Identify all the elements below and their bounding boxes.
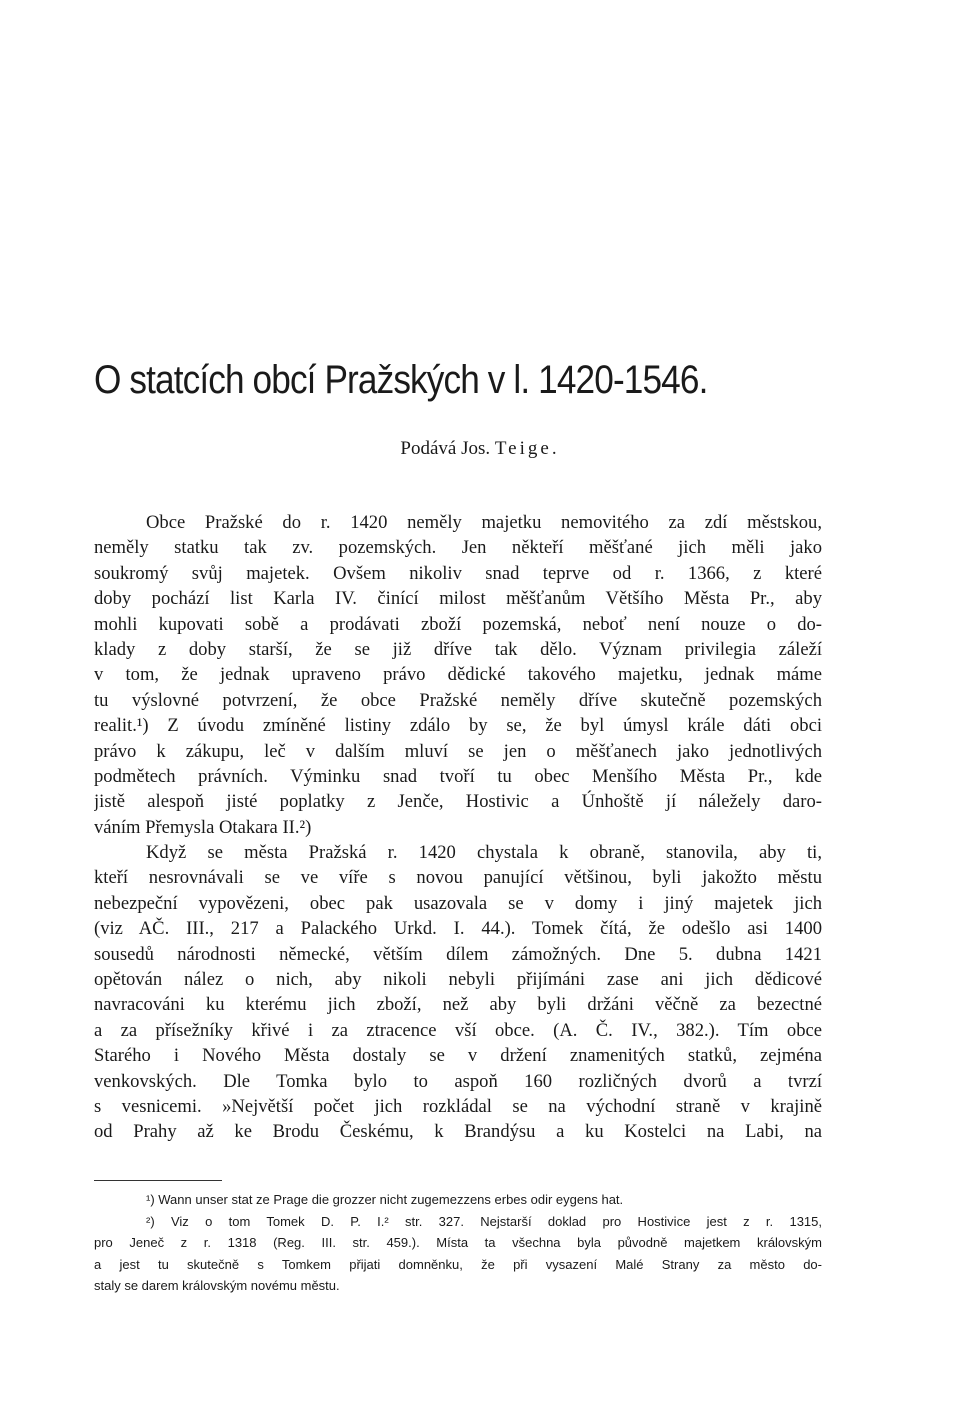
- body-line: právo k zákupu, leč v dalším mluví se jen o měšťanech jako jednotlivých: [94, 740, 822, 762]
- article-title: O statcích obcí Pražských v l. 1420-1546.: [94, 358, 708, 402]
- body-line: soukromý svůj majetek. Ovšem nikoliv snad teprve od r. 1366, z které: [94, 562, 822, 584]
- body-line: Když se města Pražská r. 1420 chystala k obraně, stanovila, aby ti,: [146, 842, 822, 864]
- body-line: navracováni ku kterému jich zboží, než aby byli držáni věčně za bezectné: [94, 994, 822, 1016]
- body-line: neměly statku tak zv. pozemských. Jen někteří měšťané jich měli jako: [94, 537, 822, 559]
- author-name: Teige.: [494, 438, 560, 459]
- body-line: sousedů národnosti německé, větším dílem zámožných. Dne 5. dubna 1421: [94, 943, 822, 965]
- footnote-line: pro Jeneč z r. 1318 (Reg. III. str. 459.). Místa ta všechna byla původně majetkem královským: [94, 1235, 822, 1250]
- body-line: mohli kupovati sobě a prodávati zboží pozemská, neboť není nouze o do-: [94, 613, 822, 635]
- body-line: s vesnicemi. »Největší počet jich rozkládal se na východní straně v krajině: [94, 1095, 822, 1117]
- body-line: kteří nesrovnávali se ve víře s novou panující většinou, byli jakožto městu: [94, 867, 822, 889]
- article-body: [94, 510, 822, 1145]
- footnote-line: ¹) Wann unser stat ze Prage die grozzer nicht zugemezzens erbes odir eygens hat.: [146, 1192, 624, 1207]
- body-line: Obce Pražské do r. 1420 neměly majetku nemovitého za zdí městskou,: [146, 512, 822, 533]
- footnote-divider: [94, 1180, 222, 1181]
- body-line: podmětech právních. Výminku snad tvoří tu obec Menšího Města Pr., kde: [94, 765, 822, 787]
- footnotes: [94, 1189, 822, 1297]
- body-line: klady z doby starší, že se již dříve tak dělo. Význam privilegia záleží: [94, 638, 822, 660]
- body-line: venkovských. Dle Tomka bylo to aspoň 160 rozličných dvorů a tvrzí: [94, 1070, 822, 1092]
- body-line: opětován nález o nich, aby nikoli nebyli přijímáni zase ani jich dědicové: [94, 969, 822, 991]
- body-line: Starého i Nového Města dostaly se v držení znamenitých statků, zejména: [94, 1045, 822, 1067]
- footnote-line: staly se darem královským novému městu.: [94, 1278, 340, 1293]
- body-line: a za přísežníky křivé i za ztracence vší obce. (A. Č. IV., 382.). Tím obce: [94, 1019, 822, 1041]
- body-line: doby pochází list Karla IV. činící milost měšťanům Většího Města Pr., aby: [94, 588, 822, 610]
- footnote-line: a jest tu skutečně s Tomkem přijati domněnku, že při vysazení Malé Strany za město do-: [94, 1256, 822, 1272]
- body-line: od Prahy až ke Brodu Českému, k Brandýsu a ku Kostelci na Labi, na: [94, 1121, 822, 1143]
- body-line: v tom, že jednak upraveno právo dědické takového majetku, jednak máme: [94, 664, 822, 686]
- body-line: realit.¹) Z úvodu zmíněné listiny zdálo by se, že byl úmysl krále dáti obci: [94, 715, 822, 737]
- body-line: (viz AČ. III., 217 a Palackého Urkd. I. 44.). Tomek čítá, že odešlo asi 1400: [94, 918, 822, 940]
- author-line: [0, 438, 960, 460]
- body-line: nebezpeční vypovězeni, obec pak usazovala se v domy i jiný majetek jich: [94, 892, 822, 914]
- footnote-line: ²) Viz o tom Tomek D. P. I.² str. 327. Nejstarší doklad pro Hostivice jest z r. 1315,: [146, 1213, 822, 1229]
- body-line: váním Přemysla Otakara II.²): [94, 816, 312, 838]
- body-line: jistě alespoň jisté poplatky z Jenče, Hostivic a Únhoště jí náležely daro-: [94, 791, 822, 813]
- author-prefix: Podává Jos.: [400, 438, 491, 459]
- body-line: tu výslovné potvrzení, že obce Pražské neměly dříve skutečně pozemských: [94, 689, 822, 711]
